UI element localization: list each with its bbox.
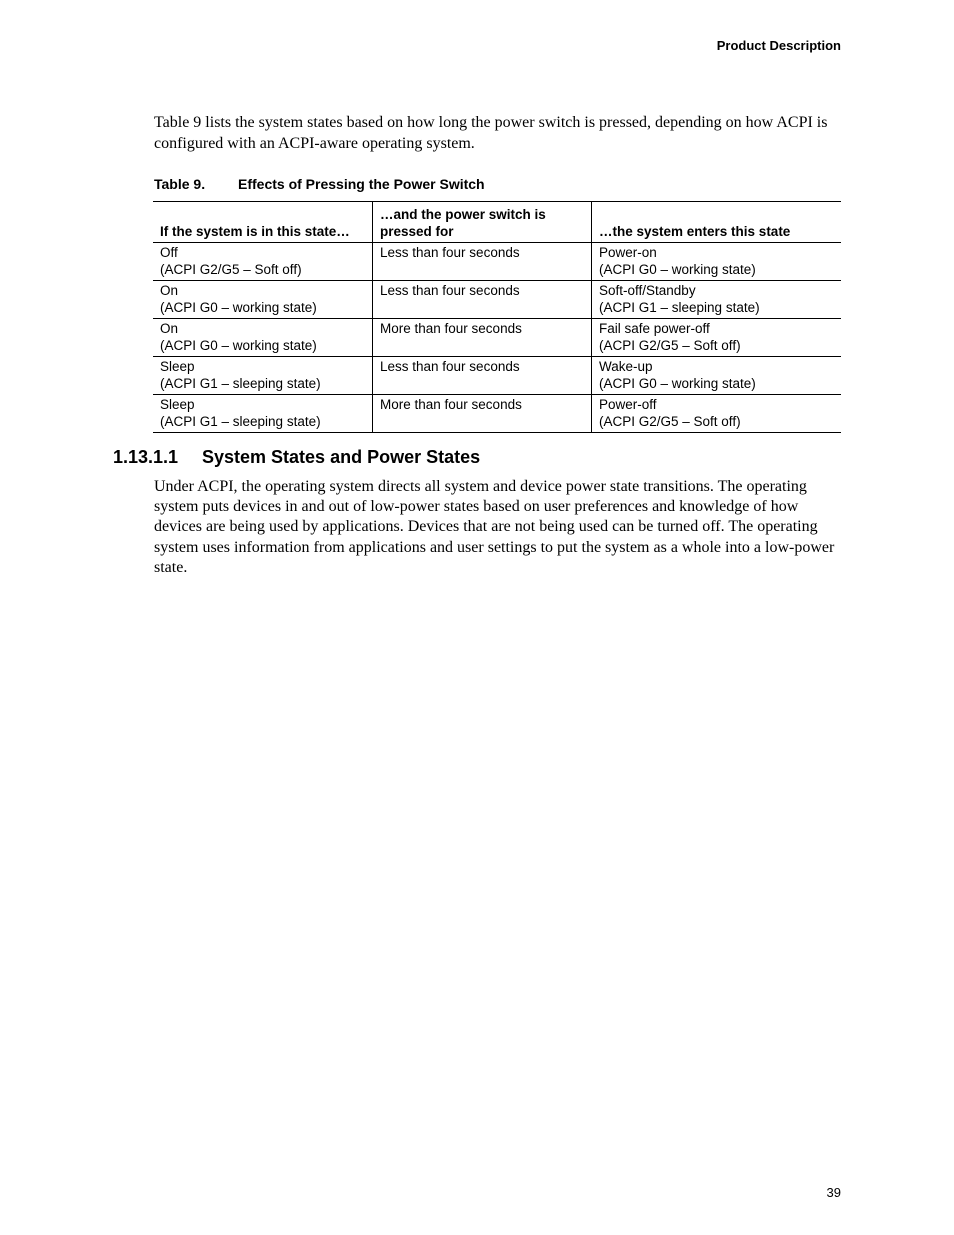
intro-paragraph: Table 9 lists the system states based on how long the power switch is pressed, depending on how ACPI is configured with an ACPI-aware operating system. <box>154 114 828 152</box>
state-name: Sleep <box>160 359 195 374</box>
table-row <box>153 395 841 433</box>
state-name: Off <box>160 245 178 260</box>
cell-current-state <box>153 395 373 433</box>
result-name: Power-on <box>599 245 657 260</box>
column-header-press-duration: …and the power switch is pressed for <box>373 202 592 243</box>
result-name: Soft-off/Standby <box>599 283 696 298</box>
result-acpi: (ACPI G0 – working state) <box>599 262 756 277</box>
cell-resulting-state <box>592 243 842 281</box>
state-acpi: (ACPI G0 – working state) <box>160 300 317 315</box>
result-name: Wake-up <box>599 359 653 374</box>
table-number: Table 9. <box>154 176 206 192</box>
result-name: Fail safe power-off <box>599 321 710 336</box>
cell-resulting-state <box>592 319 842 357</box>
state-name: On <box>160 321 179 336</box>
cell-current-state <box>153 243 373 281</box>
cell-current-state <box>153 281 373 319</box>
cell-press-duration: More than four seconds <box>373 395 592 433</box>
running-header: Product Description <box>716 38 841 53</box>
table-row <box>153 281 841 319</box>
table-caption <box>154 176 485 192</box>
cell-current-state <box>153 319 373 357</box>
page-number: 39 <box>826 1185 841 1200</box>
state-acpi: (ACPI G1 – sleeping state) <box>160 414 321 429</box>
cell-resulting-state <box>592 281 842 319</box>
section-heading <box>113 447 480 468</box>
result-acpi: (ACPI G1 – sleeping state) <box>599 300 760 315</box>
table-row <box>153 243 841 281</box>
state-name: On <box>160 283 179 298</box>
section-title: System States and Power States <box>202 447 481 467</box>
result-acpi: (ACPI G2/G5 – Soft off) <box>599 414 741 429</box>
power-switch-table <box>153 201 841 433</box>
result-name: Power-off <box>599 397 657 412</box>
column-header-current-state: If the system is in this state… <box>160 224 350 239</box>
table-row <box>153 357 841 395</box>
column-header-resulting-state: …the system enters this state <box>592 202 842 243</box>
table-title: Effects of Pressing the Power Switch <box>238 176 485 192</box>
cell-press-duration: Less than four seconds <box>373 357 592 395</box>
cell-resulting-state <box>592 395 842 433</box>
cell-press-duration: Less than four seconds <box>373 243 592 281</box>
state-acpi: (ACPI G0 – working state) <box>160 338 317 353</box>
table-row <box>153 319 841 357</box>
section-number: 1.13.1.1 <box>113 447 179 467</box>
cell-resulting-state <box>592 357 842 395</box>
cell-current-state <box>153 357 373 395</box>
state-acpi: (ACPI G1 – sleeping state) <box>160 376 321 391</box>
result-acpi: (ACPI G0 – working state) <box>599 376 756 391</box>
table-header-row <box>153 202 841 243</box>
state-acpi: (ACPI G2/G5 – Soft off) <box>160 262 302 277</box>
state-name: Sleep <box>160 397 195 412</box>
cell-press-duration: More than four seconds <box>373 319 592 357</box>
cell-press-duration: Less than four seconds <box>373 281 592 319</box>
result-acpi: (ACPI G2/G5 – Soft off) <box>599 338 741 353</box>
section-body-paragraph: Under ACPI, the operating system directs all system and device power state transitions. The operating system puts devices in and out of low-power states based on user preferences and knowledge of how devices are being used by applications. Devices that are not being used can be turned off. The operating system uses information from applications and user settings to put the system as a whole into a low-power state. <box>154 478 835 576</box>
